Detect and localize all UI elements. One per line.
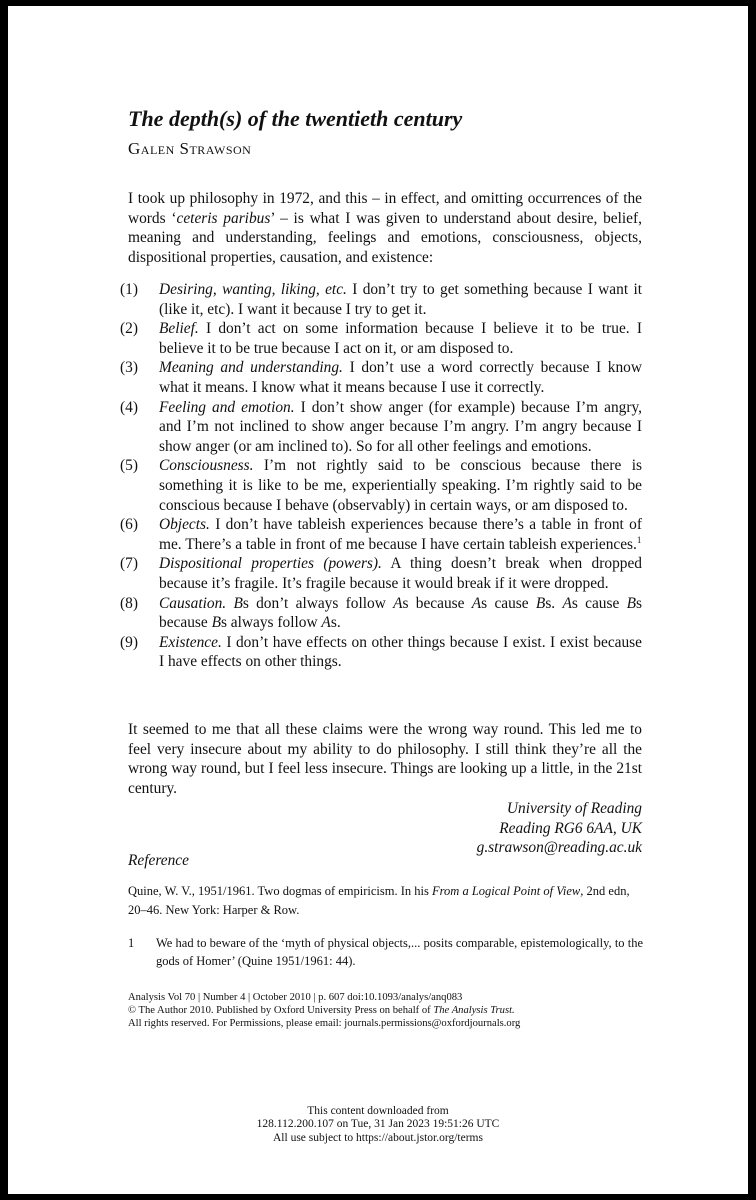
download-line-3: All use subject to https://about.jstor.org/terms — [273, 1131, 483, 1144]
meta-journal-line: Analysis Vol 70 | Number 4 | October 2010 | p. 607 doi:10.1093/analys/anq083 — [128, 992, 463, 1003]
claim-label: Causation. — [159, 594, 227, 612]
claim-item — [120, 554, 642, 593]
closing-paragraph: It seemed to me that all these claims were the wrong way round. This led me to feel very insecure about my ability to do philosophy. I still think they’re all the wrong way round, but I feel less insecure. Things are looking up a little, in the 21st century. — [128, 721, 642, 797]
reference-book-title: From a Logical Point of View — [432, 884, 581, 898]
claim-item — [120, 633, 642, 672]
claim-label: Objects. — [159, 516, 210, 534]
footnote-marker[interactable]: 1 — [636, 534, 642, 545]
author-name: Galen Strawson — [128, 139, 252, 158]
address-email: g.strawson@reading.ac.uk — [476, 839, 642, 857]
article-title: The depth(s) of the twentieth century — [128, 106, 463, 131]
meta-copyright-text: © The Author 2010. Published by Oxford University Press on behalf of — [128, 1005, 434, 1016]
download-line-1: This content downloaded from — [307, 1105, 449, 1117]
claim-text: Causation. Bs don’t always follow As because As cause Bs. As cause Bs because Bs always follow As. — [159, 594, 642, 632]
download-notice — [8, 1105, 748, 1145]
address-institution: University of Reading — [506, 800, 642, 817]
claim-label: Dispositional properties (powers). — [159, 555, 382, 573]
claim-label: Desiring, wanting, liking, etc. — [159, 281, 347, 298]
claim-number: (5) — [120, 457, 138, 475]
author-address — [477, 799, 642, 858]
claim-label: Belief. — [159, 320, 199, 338]
claim-text: Existence. I don’t have effects on other things because I exist. I exist because I have effects on other things. — [159, 633, 642, 671]
intro-segment: ’ – is what I was given to understand about desire, belief, meaning and understanding, feelings and emotions, consciousness, objects, dispositional properties, causation, and existence: — [128, 209, 642, 266]
claim-text: Feeling and emotion. I don’t show anger (for example) because I’m angry, and I’m not inclined to show anger because I’m angry. I’m angry because I show anger (or am inclined to). So for all other feelings and emotions. — [159, 398, 643, 455]
claim-number: (4) — [120, 398, 138, 416]
claim-label: Feeling and emotion. — [159, 398, 295, 416]
claim-label: Consciousness. — [159, 457, 254, 475]
intro-segment: ceteris paribus — [176, 209, 271, 227]
claim-number: (3) — [120, 359, 138, 377]
claim-item — [120, 594, 642, 633]
claim-item — [120, 280, 642, 319]
claim-text: Consciousness. I’m not rightly said to be conscious because there is something it is like to be me, experientially speaking. I’m rightly said to be conscious because I behave (observably) in certain ways, or am disposed to. — [159, 457, 642, 514]
claim-text: Belief. I don’t act on some information because I believe it to be true. I believe it to be true because I act on it, or am disposed to. — [159, 320, 642, 357]
claim-item — [120, 456, 642, 515]
claims-list — [120, 280, 642, 672]
claim-item — [120, 515, 642, 554]
reference-entry — [128, 882, 643, 920]
claim-number: (7) — [120, 555, 138, 573]
claim-text: Meaning and understanding. I don’t use a word correctly because I know what it means. I know what it means because I use it correctly. — [159, 359, 642, 396]
meta-rights-line: All rights reserved. For Permissions, please email: journals.permissions@oxfordjournals.org — [128, 1018, 521, 1029]
claim-item — [120, 358, 642, 397]
intro-paragraph — [128, 189, 642, 267]
intro-segment: I took up philosophy in 1972, and this – in effect, and omitting occurrences of the words ‘ — [128, 190, 642, 227]
claim-number: (8) — [120, 594, 138, 612]
claim-text: Dispositional properties (powers). A thing doesn’t break when dropped because it’s fragile. It’s fragile because it would break if it were dropped. — [159, 555, 642, 592]
claim-item — [120, 319, 642, 358]
claim-number: (9) — [120, 633, 138, 651]
paper-page — [8, 6, 748, 1194]
download-line-2: 128.112.200.107 on Tue, 31 Jan 2023 19:51:26 UTC — [256, 1118, 500, 1131]
claim-number: (2) — [120, 320, 138, 338]
reference-heading: Reference — [128, 852, 189, 869]
claim-number: (6) — [120, 516, 138, 534]
meta-copyright-line — [128, 1004, 520, 1017]
reference-pre: Quine, W. V., 1951/1961. Two dogmas of empiricism. In his — [128, 884, 432, 898]
address-city: Reading RG6 6AA, UK — [499, 819, 642, 837]
claim-text: Objects. I don’t have tableish experiences because there’s a table in front of me. There’s a table in front of me because I have certain tableish experiences.$^1$ — [159, 516, 642, 553]
footnote — [128, 934, 643, 970]
claim-number: (1) — [120, 281, 138, 298]
claim-label: Meaning and understanding. — [159, 359, 343, 377]
claim-item — [120, 398, 642, 457]
footnote-number: 1 — [128, 936, 135, 950]
claim-label: Existence. — [159, 633, 222, 651]
publication-meta — [128, 991, 520, 1030]
reference-post: , 2nd edn, 20–46. New York: Harper & Row. — [128, 884, 630, 917]
footnote-text: We had to beware of the ‘myth of physical objects,... posits comparable, epistemologically, to the gods of Homer’ (Quine 1951/1961: 44). — [156, 936, 643, 968]
meta-trust-name: The Analysis Trust. — [433, 1005, 515, 1016]
claim-text: Desiring, wanting, liking, etc. I don’t try to get something because I want it (like it, etc). I want it because I try to get it. — [159, 281, 642, 318]
